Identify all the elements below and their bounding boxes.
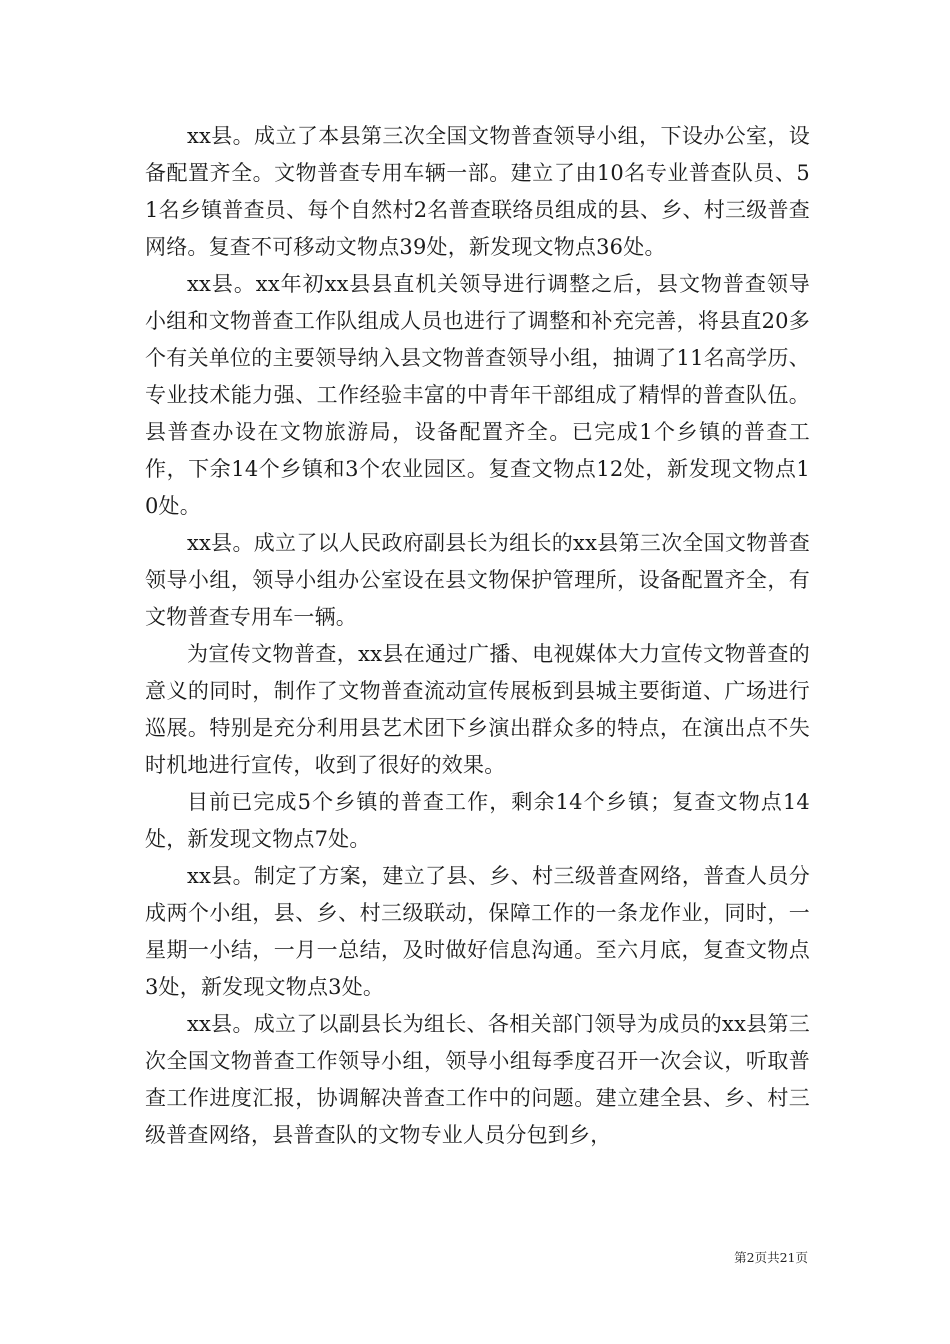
paragraph: 目前已完成5个乡镇的普查工作，剩余14个乡镇；复查文物点14处，新发现文物点7处。 — [145, 790, 810, 851]
paragraph: xx县。xx年初xx县县直机关领导进行调整之后，县文物普查领导小组和文物普查工作队组成人员也进行了调整和补充完善，将县直20多个有关单位的主要领导纳入县文物普查领导小组，抽调了11名高学历、专业技术能力强、工作经验丰富的中青年干部组成了精悍的普查队伍。县普查办设在文物旅游局，设备配置齐全。已完成1个乡镇的普查工作，下余14个乡镇和3个农业园区。复查文物点12处，新发现文物点10处。 — [145, 272, 810, 518]
document-body — [145, 118, 810, 1154]
page-number-footer: 第2页共21页 — [734, 1250, 808, 1265]
paragraph: 为宣传文物普查，xx县在通过广播、电视媒体大力宣传文物普查的意义的同时，制作了文物普查流动宣传展板到县城主要街道、广场进行巡展。特别是充分利用县艺术团下乡演出群众多的特点，在演出点不失时机地进行宣传，收到了很好的效果。 — [145, 642, 810, 777]
paragraph: xx县。制定了方案，建立了县、乡、村三级普查网络，普查人员分成两个小组，县、乡、村三级联动，保障工作的一条龙作业，同时，一星期一小结，一月一总结，及时做好信息沟通。至六月底，复查文物点3处，新发现文物点3处。 — [145, 864, 810, 999]
paragraph: xx县。成立了以人民政府副县长为组长的xx县第三次全国文物普查领导小组，领导小组办公室设在县文物保护管理所，设备配置齐全，有文物普查专用车一辆。 — [145, 531, 810, 629]
paragraph: xx县。成立了以副县长为组长、各相关部门领导为成员的xx县第三次全国文物普查工作领导小组，领导小组每季度召开一次会议，听取普查工作进度汇报，协调解决普查工作中的问题。建立建全县、乡、村三级普查网络，县普查队的文物专业人员分包到乡， — [145, 1012, 810, 1147]
paragraph: xx县。成立了本县第三次全国文物普查领导小组，下设办公室，设备配置齐全。文物普查专用车辆一部。建立了由10名专业普查队员、51名乡镇普查员、每个自然村2名普查联络员组成的县、乡、村三级普查网络。复查不可移动文物点39处，新发现文物点36处。 — [145, 124, 810, 259]
